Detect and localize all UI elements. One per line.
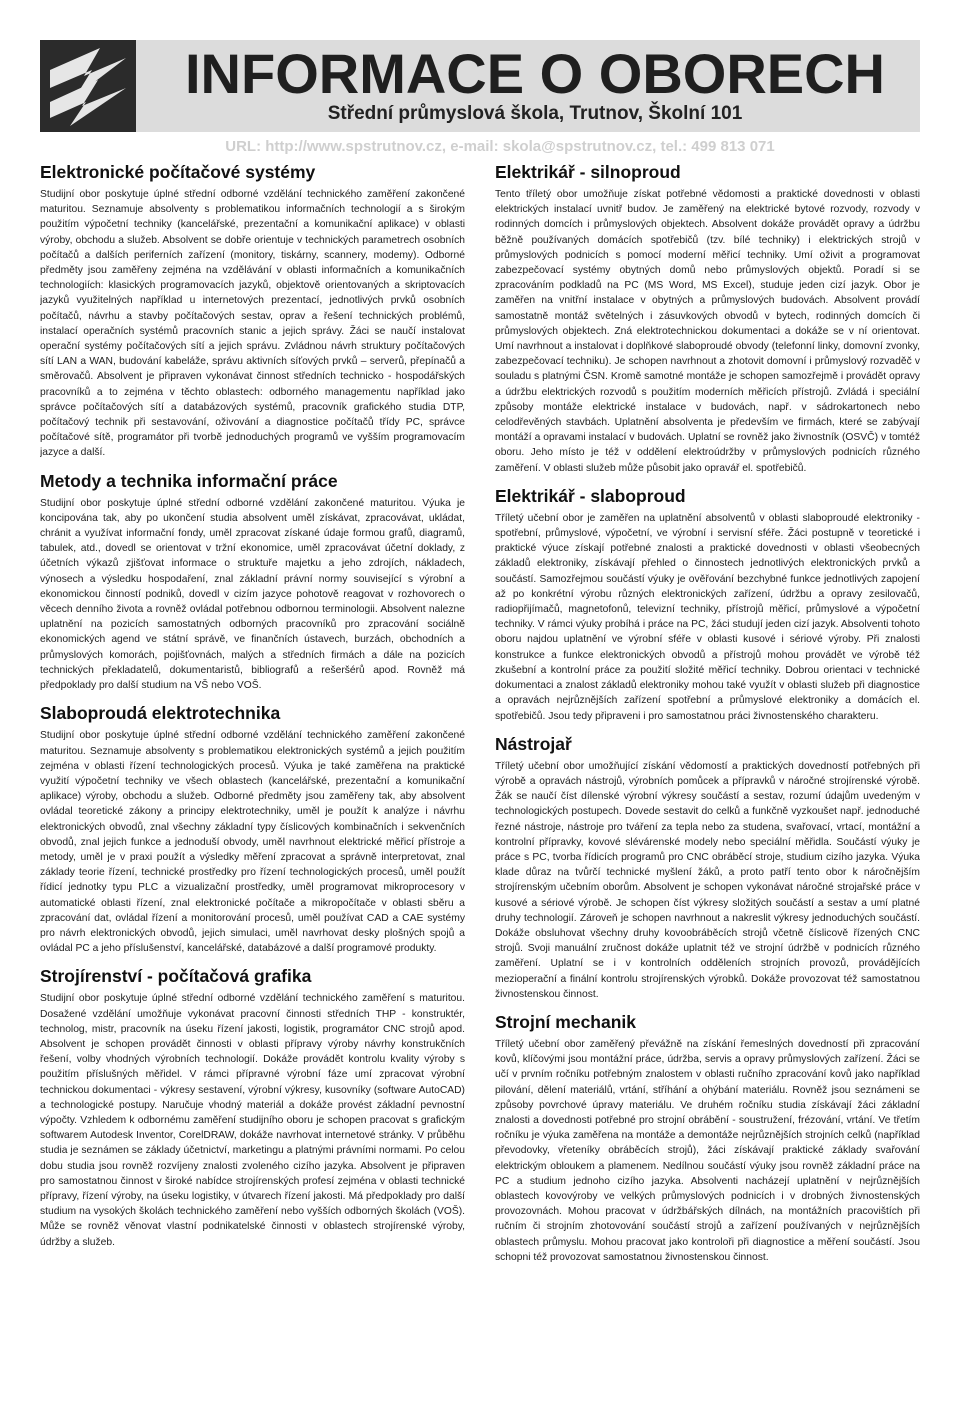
school-subtitle: Střední průmyslová škola, Trutnov, Školní 101: [327, 103, 743, 124]
section-title: Elektrikář - silnoproud: [495, 162, 681, 182]
section-title: Slaboproudá elektrotechnika: [40, 703, 281, 724]
section-elektrikar-slaboproud: [495, 486, 920, 724]
section-elektronicke-pocitacove-systemy: [40, 162, 465, 461]
section-body: Studijní obor poskytuje úplné střední odborné vzdělání technického zaměření zakončené maturitou. Seznamuje absolventy s problematikou informačních technologií a s širokým použitím výpočetní techniky (kancelářské, prezentační a komunikační aplikace) v oblasti výroby, obchodu a služeb. Absolvent se dobře orientuje v technických parametrech osobních počítačů a dalších periferních zařízení (monitory, tiskárny, scannery, modemy). Odborné předměty jsou zaměřeny zejména na vzdělávání v oblasti informačních a komunikačních technologiích: klasických programovacích jazyků, objektově orientovaných a skriptovacích jazyků využitelných například u internetových prezentací, jednotlivých prvků osobních počítačů, návrhu a stavby počítačových sestav, oprav a řešení technických problémů, instalací operačních systémů pracovních stanic a jejich správy. Žáci se naučí instalovat operační systémy počítačových sítí a jejich správu. Zvládnou návrh struktury počítačových sítí LAN a WAN, budování kabeláže, správu aktivních síťových prvků – serverů, přepínačů a směrovačů. Absolvent je připraven vykonávat činnost středních technicko - hospodářských pracovníků a to zejména v těchto oblastech: odborného managementu například jako správce počítačových sítí a databázových systémů, pracovník grafického studia DTP, počítačový technik při sestavování, oživování a diagnostice počítačů třídy PC, správce počítačové sítě, programátor při tvorbě jednoduchých programů ve vyšším programovacím jazyce a další.: [40, 189, 465, 459]
section-metody-a-technika: [40, 471, 465, 694]
section-body: Studijní obor poskytuje úplné střední odborné vzdělání zakončené maturitou. Výuka je koncipována tak, aby po ukončení studia absolvent uměl získávat, zpracovávat, ukládat, chránit a využívat informační fondy, uměl zpracovat získané údaje formou grafů, diagramů, tabulek, atd., dovedl se orientovat v tržní ekonomice, uměl zpracovávat účetní doklady, z účetních výkazů zjišťovat informace o struktuře majetku a jeho zdrojích, nákladech, výnosech a výsledku hospodaření, znal základní právní normy související s výrobní a ekonomickou činností podniků, dovedl v cizím jazyce pohotově reagovat v rozhovorech o věcech denního života a rovněž ovládal potřebnou odbornou terminologii. Absolvent nalezne uplatnění na pozicích samostatných odborných pracovníků pro zpracování sociálně ekonomických agend ve státní správě, ve finančních ústavech, burzách, obchodních a průmyslových komorách, pojišťovnách, malých a středních firmách a dále na pozicích technických překladatelů, dokumentaristů, bibliografů a rešeršérů apod. Rovněž má předpoklady pro další studium na VŠ nebo VOŠ.: [40, 497, 465, 692]
section-title: Strojní mechanik: [495, 1011, 637, 1032]
school-logo-icon: [40, 40, 136, 132]
section-body: Tříletý učební obor zaměřený převážně na získání řemeslných dovedností při zpracování kovů, klíčovými jsou montážní práce, údržba, servis a opravy průmyslových zařízení. Žáci se učí v prvním ročníku potřebným znalostem v oblasti ručního zpracování kovů jako například pilování, dělení materiálů, vrtání, stříhání a ohýbání materiálu. Rovněž jsou seznámeni se způsoby povrchové úpravy materiálu. Ve druhém ročníku studia získávají žáci základní znalosti a dovednosti potřebné pro strojní obrábění - soustružení, frézování, vrtání. Ve třetím ročníku je výuka zaměřena na montáže a demontáže nejrůznějších strojních celků (například převodovky, vřeteníky obráběcích strojů), žáci získávají praktické základy svařování elektrickým obloukem a plamenem. Nedílnou součástí výuky jsou rovněž základní práce na PC a studium jednoho cizího jazyka. Absolventi nacházejí uplatnění v nejrůznějších oblastech kovovýroby ve velkých průmyslových podnicích i v drobných živnostenských provozovnách. Mohou pracovat v údržbářských dílnách, na montážních pracovištích při ručním či strojním zhotovování součástí strojů a zařízení používaných v nejrůznějších oblastech průmyslu. Mohou pracovat jako kontroloři při diagnostice a měření součástí. Jsou schopni též provozovat samostatnou živnostenskou činnost.: [495, 1038, 920, 1263]
section-body: Studijní obor poskytuje úplné střední odborné vzdělání technického zaměření s maturitou. Dosažené vzdělání umožňuje vykonávat pracovní činnosti středních THP - konstruktér, technolog, mistr, pracovník na úseku řízení jakosti, logistik, programátor CNC strojů apod. Absolvent je schopen provádět činnosti v oblasti přípravy výroby návrhy konstrukčních řešení, volby vhodných výrobních technologií. Dokáže provádět kontrolu kvality výroby s použitím příslušných měřidel. V rámci přípravné výrobní fáze umí zpracovat výrobní technickou dokumentaci - výkresy sestavení, výrobní výkresy, kusovníky (software AutoCAD) a technologické postupy. Naručuje vhodný materiál a dokáže provést základní pevnostní výpočty. Vzhledem k odbornému zaměření studijního oboru je schopen pracovat s grafickým softwarem Autodesk Inventor, CorelDRAW, dokáže navrhovat internetové stránky. V průběhu studia je seznámen se základy účetnictví, marketingu a platnými právními normami. Po celou dobu studia jsou rovněž rozvíjeny znalosti zvoleného cizího jazyka. Absolvent je připraven pro samostatnou činnost v široké nabídce strojírenských profesí zejména v oblasti technické přípravy, řízení výroby, na úseku logistiky, v útvarech řízení jakosti. Má předpoklady pro další studium na vysokých školách technického zaměření nebo vyšších odborných školách (VOŠ). Může se rovněž věnovat vlastní podnikatelské činnosti v oblastech strojírenské výroby, údržby a služeb.: [40, 993, 465, 1248]
section-body: Tříletý učební obor umožňující získání vědomostí a praktických dovedností potřebných při výrobě a opravách nástrojů, výrobních pomůcek a přípravků v náročné strojírenské výrobě. Žák se naučí číst dílenské výrobní výkresy součástí a sestav, rozumí údajům uvedeným v technologických postupech. Dovede sestavit do celků a funkčně vyzkoušet např. jednoduché řezné nástroje, nástroje pro tváření za tepla nebo za studena, svařovací, vrtací, montážní a kontrolní přípravky, kovové slévárenské modely nebo speciální měřidla. Součástí výuky je práce s PC, tvorba řídicích programů pro CNC obráběcí stroje, studium cizího jazyka. Výuka klade důraz na tvůrčí technické myšlení žáků, a proto patří tento obor k náročnějším strojírenským učebním oborům. Absolvent je schopen vykonávat náročné strojařské práce v kusové a sériové výrobě. Je schopen číst výkresy složitých součástí a sestav a umí platné druhy technologií. Zároveň je schopen navrhnout a nakreslit výkresy jednoduchých součástí. Dokáže obsluhovat všechny druhy kovoobráběcích strojů včetně číslicově řízených CNC strojů. Svoji manuální zručnost dokáže uplatnit též ve strojní údržbě v podnicích různého zaměření. Uplatní se i v kontrolních odděleních strojních provozů, provádějících mezioperační a finální kontrolu strojírenských výrobků. Dokáže provozovat též samostatnou živnostenskou činnost.: [495, 760, 920, 1000]
section-nastrojar: [495, 734, 920, 1002]
right-column: [495, 162, 920, 1275]
section-strojni-mechanik: [495, 1012, 920, 1265]
section-title: Elektronické počítačové systémy: [40, 162, 316, 182]
section-title: Strojírenství - počítačová grafika: [40, 966, 312, 987]
section-body: Tříletý učební obor je zaměřen na uplatnění absolventů v oblasti slaboproudé elektroniky - spotřební, průmyslové, výpočetní, ve výrobní i servisní sféře. Žáci postupně v teoretické i praktické výuce získají potřebné znalosti a praktické dovednosti v oblasti všeobecných základů elektroniky, získávají přehled o činnostech jednotlivých elektronických prvků a součástí. Samozřejmou součástí výuky je ověřování bezchybné funkce jednotlivých zapojení až po konkrétní výrobu různých elektronických zařízení, údržbu a opravy zesilovačů, radiopřijímačů, magnetofonů, televizní techniky, přístrojů měřicí, průmyslové a výpočetní techniky. V rámci výuky probíhá i práce na PC, žáci studují jeden cizí jazyk. Absolventi tohoto oboru najdou uplatnění ve výrobní sféře v oblasti kusové i sériové výroby. Při znalosti konstrukce a funkce elektronických obvodů a přístrojů mohou provádět ve výrobě též zkušební a kontrolní práce za použití složité měřicí techniky. Dobrou orientaci v technické dokumentaci a znalost základů elektroniky mohou také využít v oblasti služeb při diagnostice a opravách nejrůznějších zařízení spotřební a průmyslové elektroniky a domácích el. spotřebičů. Jsou tedy připraveni i pro samostatnou práci živnostenského charakteru.: [495, 512, 920, 722]
page-title: INFORMACE O OBORECH: [185, 42, 885, 105]
section-elektrikar-silnoproud: [495, 162, 920, 476]
section-title: Metody a technika informační práce: [40, 470, 338, 491]
section-strojirenstvi-pocitacova-grafika: [40, 966, 465, 1249]
left-column: [40, 162, 465, 1260]
section-title: Elektrikář - slaboproud: [495, 485, 686, 506]
section-title: Nástrojař: [495, 733, 572, 754]
section-body: Tento tříletý obor umožňuje získat potřebné vědomosti a praktické dovednosti v oblasti elektrických instalací uvnitř budov. Je zaměřený na elektrické bytové rozvody, rozvody v rodinných domcích i průmyslových objektech. Absolvent dokáže provádět opravy a údržbu běžně používaných domácích spotřebičů (tzv. bílé techniky) i elektrických strojů v průmyslových podnicích s pomocí moderní měřicí techniky. Umí oživit a programovat zabezpečovací systémy obytných domů nebo průmyslových objektů. Poradí si se zpracováním podkladů na PC (MS Word, MS Excel), studuje jeden cizí jazyk. Obor je zaměřen na vnitřní instalace v obytných a průmyslových budovách. Absolvent provádí samostatně montáž světelných i zásuvkových obvodů v bytech, rodinných domcích či průmyslových objektech. Zná elektrotechnickou dokumentaci a dokáže se v ní orientovat. Umí navrhnout a instalovat i doplňkové slaboproudé obvody (telefonní linky, domovní zvonky, zabezpečovací techniku). Je schopen navrhnout a zhotovit domovní i průmyslový rozvaděč v souladu s platnými ČSN. Kromě samotné montáže je schopen samozřejmě i provádět opravy a údržbu elektrických rozvodů s použitím moderních měřicích přístrojů. Zvládá i speciální způsoby montáže elektrické instalace v budovách, např. v sádrokartonech nebo celodřevěných stavbách. Uplatnění absolventa je především ve firmách, které se zabývají montáží a opravami instalací v budovách. Uplatní se rovněž jako živnostník (OSVČ) v tomtéž oboru. Jeho místo je též v oddělení elektroúdržby v průmyslových podnicích různého zaměření. V oblasti služeb může působit jako opravář el. spotřebičů.: [495, 189, 920, 474]
header-banner: [40, 40, 920, 132]
section-body: Studijní obor poskytuje úplné střední odborné vzdělání technického zaměření zakončené maturitou. Seznamuje absolventy s problematikou elektronických systémů a jejich použitím zejména v oblasti řízení technologických procesů. Výuka je také zaměřena na praktické využití výpočetní techniky ve všech oblastech (kancelářské, prezentační a komunikační aplikace) výroby, obchodu a služeb. Odborné předměty jsou zaměřeny tak, aby absolvent ovládal teoretické zákony a principy elektrotechniky, uměl je použít k analýze i návrhu elektronických obvodů, znal všechny základní typy číslicových kombinačních i sekvenčních obvodů, znal jejich funkce a jednoduší obvody, uměl navrhnout elektrické měřicí přístroje a metody, uměl je v praxi použít a výsledky měření zpracovat a správně interpretovat, znal základy teorie řízení, technické prostředky pro řízení technologických procesů, uměl použít řídicí jednotky typu PLC a vizualizační prostředky, uměl programovat mikroprocesory v automatické oblasti řízení, znal elektronické počítače a mikropočítače v oblasti sběru a zpracování dat, ovládal řízení a monitorování procesů, uměl používat CAD a CAE systémy pro návrh elektronických obvodů, jejich simulaci, uměl navrhovat desky plošných spojů a ovládal PC a jeho příslušenství, kancelářské, databázové a další programové produkty.: [40, 730, 465, 955]
section-slaboproude-elektrotechnika: [40, 703, 465, 956]
contact-line: URL: http://www.spstrutnov.cz, e-mail: skola@spstrutnov.cz, tel.: 499 813 071: [225, 138, 775, 155]
